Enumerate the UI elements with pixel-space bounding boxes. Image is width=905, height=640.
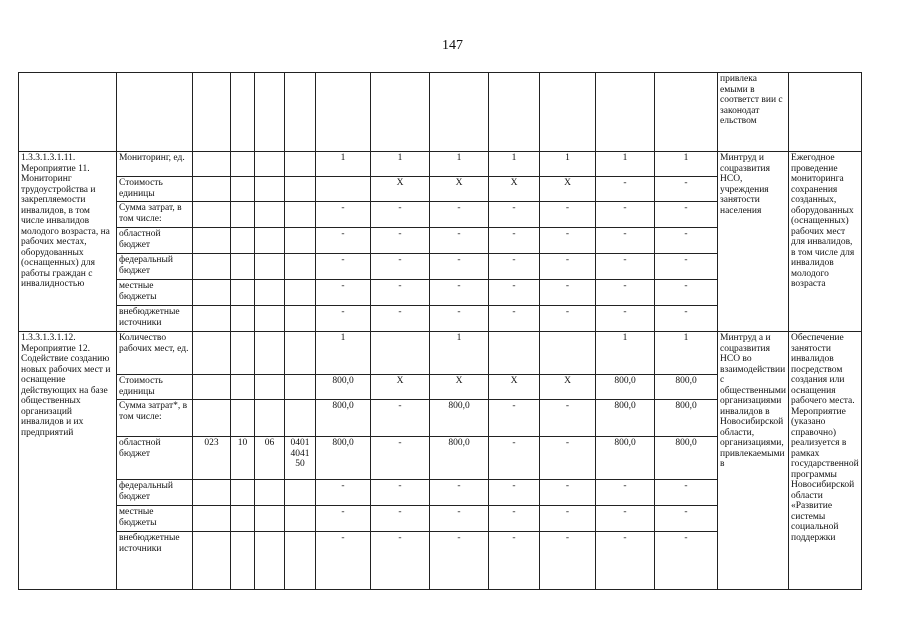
- table-cell: 1: [371, 152, 430, 177]
- table-cell: -: [371, 532, 430, 590]
- table-cell: -: [489, 228, 540, 254]
- table-cell: -: [655, 306, 718, 332]
- table-cell: -: [371, 254, 430, 280]
- table-cell: -: [596, 254, 655, 280]
- empty-cell: [285, 202, 316, 228]
- table-cell: -: [540, 280, 596, 306]
- empty-cell: [231, 254, 255, 280]
- table-cell: X: [371, 177, 430, 202]
- table-cell: -: [489, 480, 540, 506]
- empty-cell: [655, 73, 718, 152]
- table-cell: -: [596, 228, 655, 254]
- table-cell: -: [430, 480, 489, 506]
- empty-cell: [193, 152, 231, 177]
- table-cell: -: [489, 202, 540, 228]
- table-cell: -: [655, 506, 718, 532]
- table-cell: X: [540, 177, 596, 202]
- table-cell: -: [596, 532, 655, 590]
- table-cell: 1: [596, 332, 655, 375]
- table-cell: -: [596, 202, 655, 228]
- table-cell: -: [540, 254, 596, 280]
- rz-code: 10: [231, 437, 255, 480]
- table-cell: -: [655, 202, 718, 228]
- table-cell: -: [540, 437, 596, 480]
- table-cell: 800,0: [596, 400, 655, 437]
- table-cell: 800,0: [596, 437, 655, 480]
- table-cell: Сумма затрат, в том числе:: [117, 202, 193, 228]
- table-cell: 1: [489, 152, 540, 177]
- table-cell: -: [371, 306, 430, 332]
- empty-cell: [285, 254, 316, 280]
- table-cell: X: [540, 375, 596, 400]
- empty-cell: [789, 73, 862, 152]
- empty-cell: [316, 73, 371, 152]
- empty-cell: [231, 375, 255, 400]
- empty-cell: [285, 332, 316, 375]
- table-cell: -: [540, 306, 596, 332]
- empty-cell: [255, 480, 285, 506]
- table-cell: 800,0: [655, 400, 718, 437]
- table-cell: Стоимость единицы: [117, 177, 193, 202]
- table-cell: -: [489, 532, 540, 590]
- empty-cell: [193, 506, 231, 532]
- program-table: [18, 72, 862, 590]
- empty-cell: [285, 375, 316, 400]
- pr-code: 06: [255, 437, 285, 480]
- grbs-code: 023: [193, 437, 231, 480]
- table-cell: федеральный бюджет: [117, 254, 193, 280]
- table-cell: -: [596, 306, 655, 332]
- table-cell: -: [596, 506, 655, 532]
- table-cell: X: [430, 375, 489, 400]
- empty-cell: [255, 177, 285, 202]
- empty-cell: [255, 306, 285, 332]
- measure-11-result: Ежегодное проведение мониторинга сохранения созданных, оборудованных (оснащенных) рабочих мест для инвалидов, в том числе для инвалидов молодого возраста: [789, 152, 862, 332]
- table-cell: областной бюджет: [117, 437, 193, 480]
- table-cell: -: [489, 400, 540, 437]
- table-cell: -: [371, 228, 430, 254]
- table-cell: X: [489, 177, 540, 202]
- empty-cell: [231, 400, 255, 437]
- empty-cell: [255, 400, 285, 437]
- empty-cell: [255, 254, 285, 280]
- empty-cell: [430, 73, 489, 152]
- empty-cell: [285, 532, 316, 590]
- table-cell: -: [596, 280, 655, 306]
- empty-cell: [285, 73, 316, 152]
- empty-cell: [231, 306, 255, 332]
- table-cell: -: [489, 506, 540, 532]
- table-cell: -: [655, 177, 718, 202]
- table-cell: -: [540, 400, 596, 437]
- empty-cell: [193, 375, 231, 400]
- table-cell: 800,0: [430, 437, 489, 480]
- table-cell: -: [489, 280, 540, 306]
- table-cell: -: [596, 480, 655, 506]
- empty-cell: [489, 73, 540, 152]
- empty-cell: [540, 332, 596, 375]
- empty-cell: [255, 73, 285, 152]
- table-cell: -: [489, 306, 540, 332]
- table-cell: X: [371, 375, 430, 400]
- table-cell: внебюджетные источники: [117, 306, 193, 332]
- measure-12-executor: Минтруд а и соцразвития НСО во взаимодействии с общественными организациями инвалидов в Новосибирской области, организациями, привлекаемыми в: [718, 332, 789, 590]
- table-cell: 800,0: [655, 437, 718, 480]
- empty-cell: [540, 73, 596, 152]
- table-cell: -: [371, 506, 430, 532]
- table-cell: 800,0: [430, 400, 489, 437]
- empty-cell: [193, 532, 231, 590]
- empty-cell: [231, 177, 255, 202]
- empty-cell: [255, 228, 285, 254]
- empty-cell: [231, 202, 255, 228]
- empty-cell: [193, 400, 231, 437]
- table-cell: -: [430, 532, 489, 590]
- empty-cell: [285, 506, 316, 532]
- table-cell: -: [316, 202, 371, 228]
- empty-cell: [231, 73, 255, 152]
- measure-11-name: 1.3.3.1.3.1.11. Мероприятие 11. Мониторинг трудоустройства и закрепляемости инвалидов, в том числе инвалидов молодого возраста, на рабочих местах, оборудованных (оснащенных) для работы граждан с инвалидностью: [19, 152, 117, 332]
- empty-cell: [255, 375, 285, 400]
- table-cell: 1: [316, 152, 371, 177]
- measure-12-result: Обеспечение занятости инвалидов посредством создания или оснащения рабочего места. Мероприятие (указано справочно) реализуется в рамках государственной программы Новосибирской области «Развитие системы социальной поддержки: [789, 332, 862, 590]
- empty-cell: [285, 280, 316, 306]
- table-cell: 1: [430, 332, 489, 375]
- table-cell: -: [540, 506, 596, 532]
- table-cell: -: [316, 306, 371, 332]
- empty-cell: [117, 73, 193, 152]
- measure-11-executor: Минтруд и соцразвития НСО, учреждения занятости населения: [718, 152, 789, 332]
- empty-cell: [19, 73, 117, 152]
- table-cell: -: [655, 532, 718, 590]
- table-row: [19, 152, 862, 177]
- table-cell: 800,0: [316, 375, 371, 400]
- table-cell: 800,0: [316, 437, 371, 480]
- table-cell: 1: [430, 152, 489, 177]
- table-cell: 800,0: [596, 375, 655, 400]
- table-cell: -: [489, 437, 540, 480]
- table-cell: -: [655, 280, 718, 306]
- empty-cell: [255, 532, 285, 590]
- table-cell: -: [316, 254, 371, 280]
- table-cell: Стоимость единицы: [117, 375, 193, 400]
- table-cell: -: [430, 202, 489, 228]
- empty-cell: [285, 228, 316, 254]
- empty-cell: [231, 228, 255, 254]
- table-cell: -: [430, 254, 489, 280]
- table-cell: -: [540, 202, 596, 228]
- table-cell: 1: [655, 152, 718, 177]
- table-cell: -: [316, 506, 371, 532]
- empty-cell: [193, 280, 231, 306]
- empty-cell: [193, 202, 231, 228]
- empty-cell: [596, 73, 655, 152]
- empty-cell: [231, 280, 255, 306]
- empty-cell: [285, 480, 316, 506]
- table-cell: 1: [316, 332, 371, 375]
- empty-cell: [371, 332, 430, 375]
- empty-cell: [489, 332, 540, 375]
- empty-cell: [285, 177, 316, 202]
- table-cell: -: [316, 228, 371, 254]
- table-cell: -: [489, 254, 540, 280]
- empty-cell: [285, 306, 316, 332]
- table-cell: Мониторинг, ед.: [117, 152, 193, 177]
- table-cell: -: [596, 177, 655, 202]
- csr-code: 0401 4041 50: [285, 437, 316, 480]
- empty-cell: [193, 306, 231, 332]
- table-cell: Сумма затрат*, в том числе:: [117, 400, 193, 437]
- table-cell: -: [316, 480, 371, 506]
- measure-12-name: 1.3.3.1.3.1.12. Мероприятие 12. Содействие созданию новых рабочих мест и оснащение действующих на базе общественных организаций инвалидов и их предприятий: [19, 332, 117, 590]
- empty-cell: [231, 506, 255, 532]
- table-cell: -: [371, 280, 430, 306]
- empty-cell: [193, 332, 231, 375]
- table-cell: -: [655, 480, 718, 506]
- table-cell: -: [430, 506, 489, 532]
- empty-cell: [371, 73, 430, 152]
- table-cell: -: [371, 480, 430, 506]
- table-cell: областной бюджет: [117, 228, 193, 254]
- empty-cell: [231, 532, 255, 590]
- empty-cell: [231, 332, 255, 375]
- table-cell: местные бюджеты: [117, 280, 193, 306]
- table-cell: -: [371, 400, 430, 437]
- table-cell: -: [655, 228, 718, 254]
- table-cell: -: [540, 228, 596, 254]
- empty-cell: [285, 152, 316, 177]
- table-cell: внебюджетные источники: [117, 532, 193, 590]
- empty-cell: [193, 254, 231, 280]
- table-cell: 800,0: [316, 400, 371, 437]
- table-cell: -: [316, 532, 371, 590]
- table-cell: 1: [540, 152, 596, 177]
- table-row: [19, 332, 862, 375]
- table-cell: -: [655, 254, 718, 280]
- table-cell: -: [540, 480, 596, 506]
- table-cell: -: [430, 280, 489, 306]
- table-cell: федеральный бюджет: [117, 480, 193, 506]
- empty-cell: [255, 280, 285, 306]
- table-cell: -: [371, 437, 430, 480]
- empty-cell: [285, 400, 316, 437]
- empty-cell: [255, 152, 285, 177]
- empty-cell: [255, 332, 285, 375]
- table-cell: X: [489, 375, 540, 400]
- table-cell: 1: [596, 152, 655, 177]
- empty-cell: [193, 228, 231, 254]
- table-cell: 1: [655, 332, 718, 375]
- empty-cell: [231, 480, 255, 506]
- table-cell: Количество рабочих мест, ед.: [117, 332, 193, 375]
- empty-cell: [316, 177, 371, 202]
- table-cell: -: [430, 228, 489, 254]
- table-cell: местные бюджеты: [117, 506, 193, 532]
- table-cell: 800,0: [655, 375, 718, 400]
- table-cell: -: [430, 306, 489, 332]
- page-number: 147: [442, 38, 463, 53]
- table-cell: -: [540, 532, 596, 590]
- empty-cell: [193, 480, 231, 506]
- empty-cell: [255, 506, 285, 532]
- empty-cell: [193, 73, 231, 152]
- executor-cell: привлека емыми в соответст вии с законодат ельством: [718, 73, 789, 152]
- empty-cell: [255, 202, 285, 228]
- table-cell: -: [316, 280, 371, 306]
- table-cell: -: [371, 202, 430, 228]
- empty-cell: [193, 177, 231, 202]
- table-cell: X: [430, 177, 489, 202]
- continuation-row: [19, 73, 862, 152]
- empty-cell: [231, 152, 255, 177]
